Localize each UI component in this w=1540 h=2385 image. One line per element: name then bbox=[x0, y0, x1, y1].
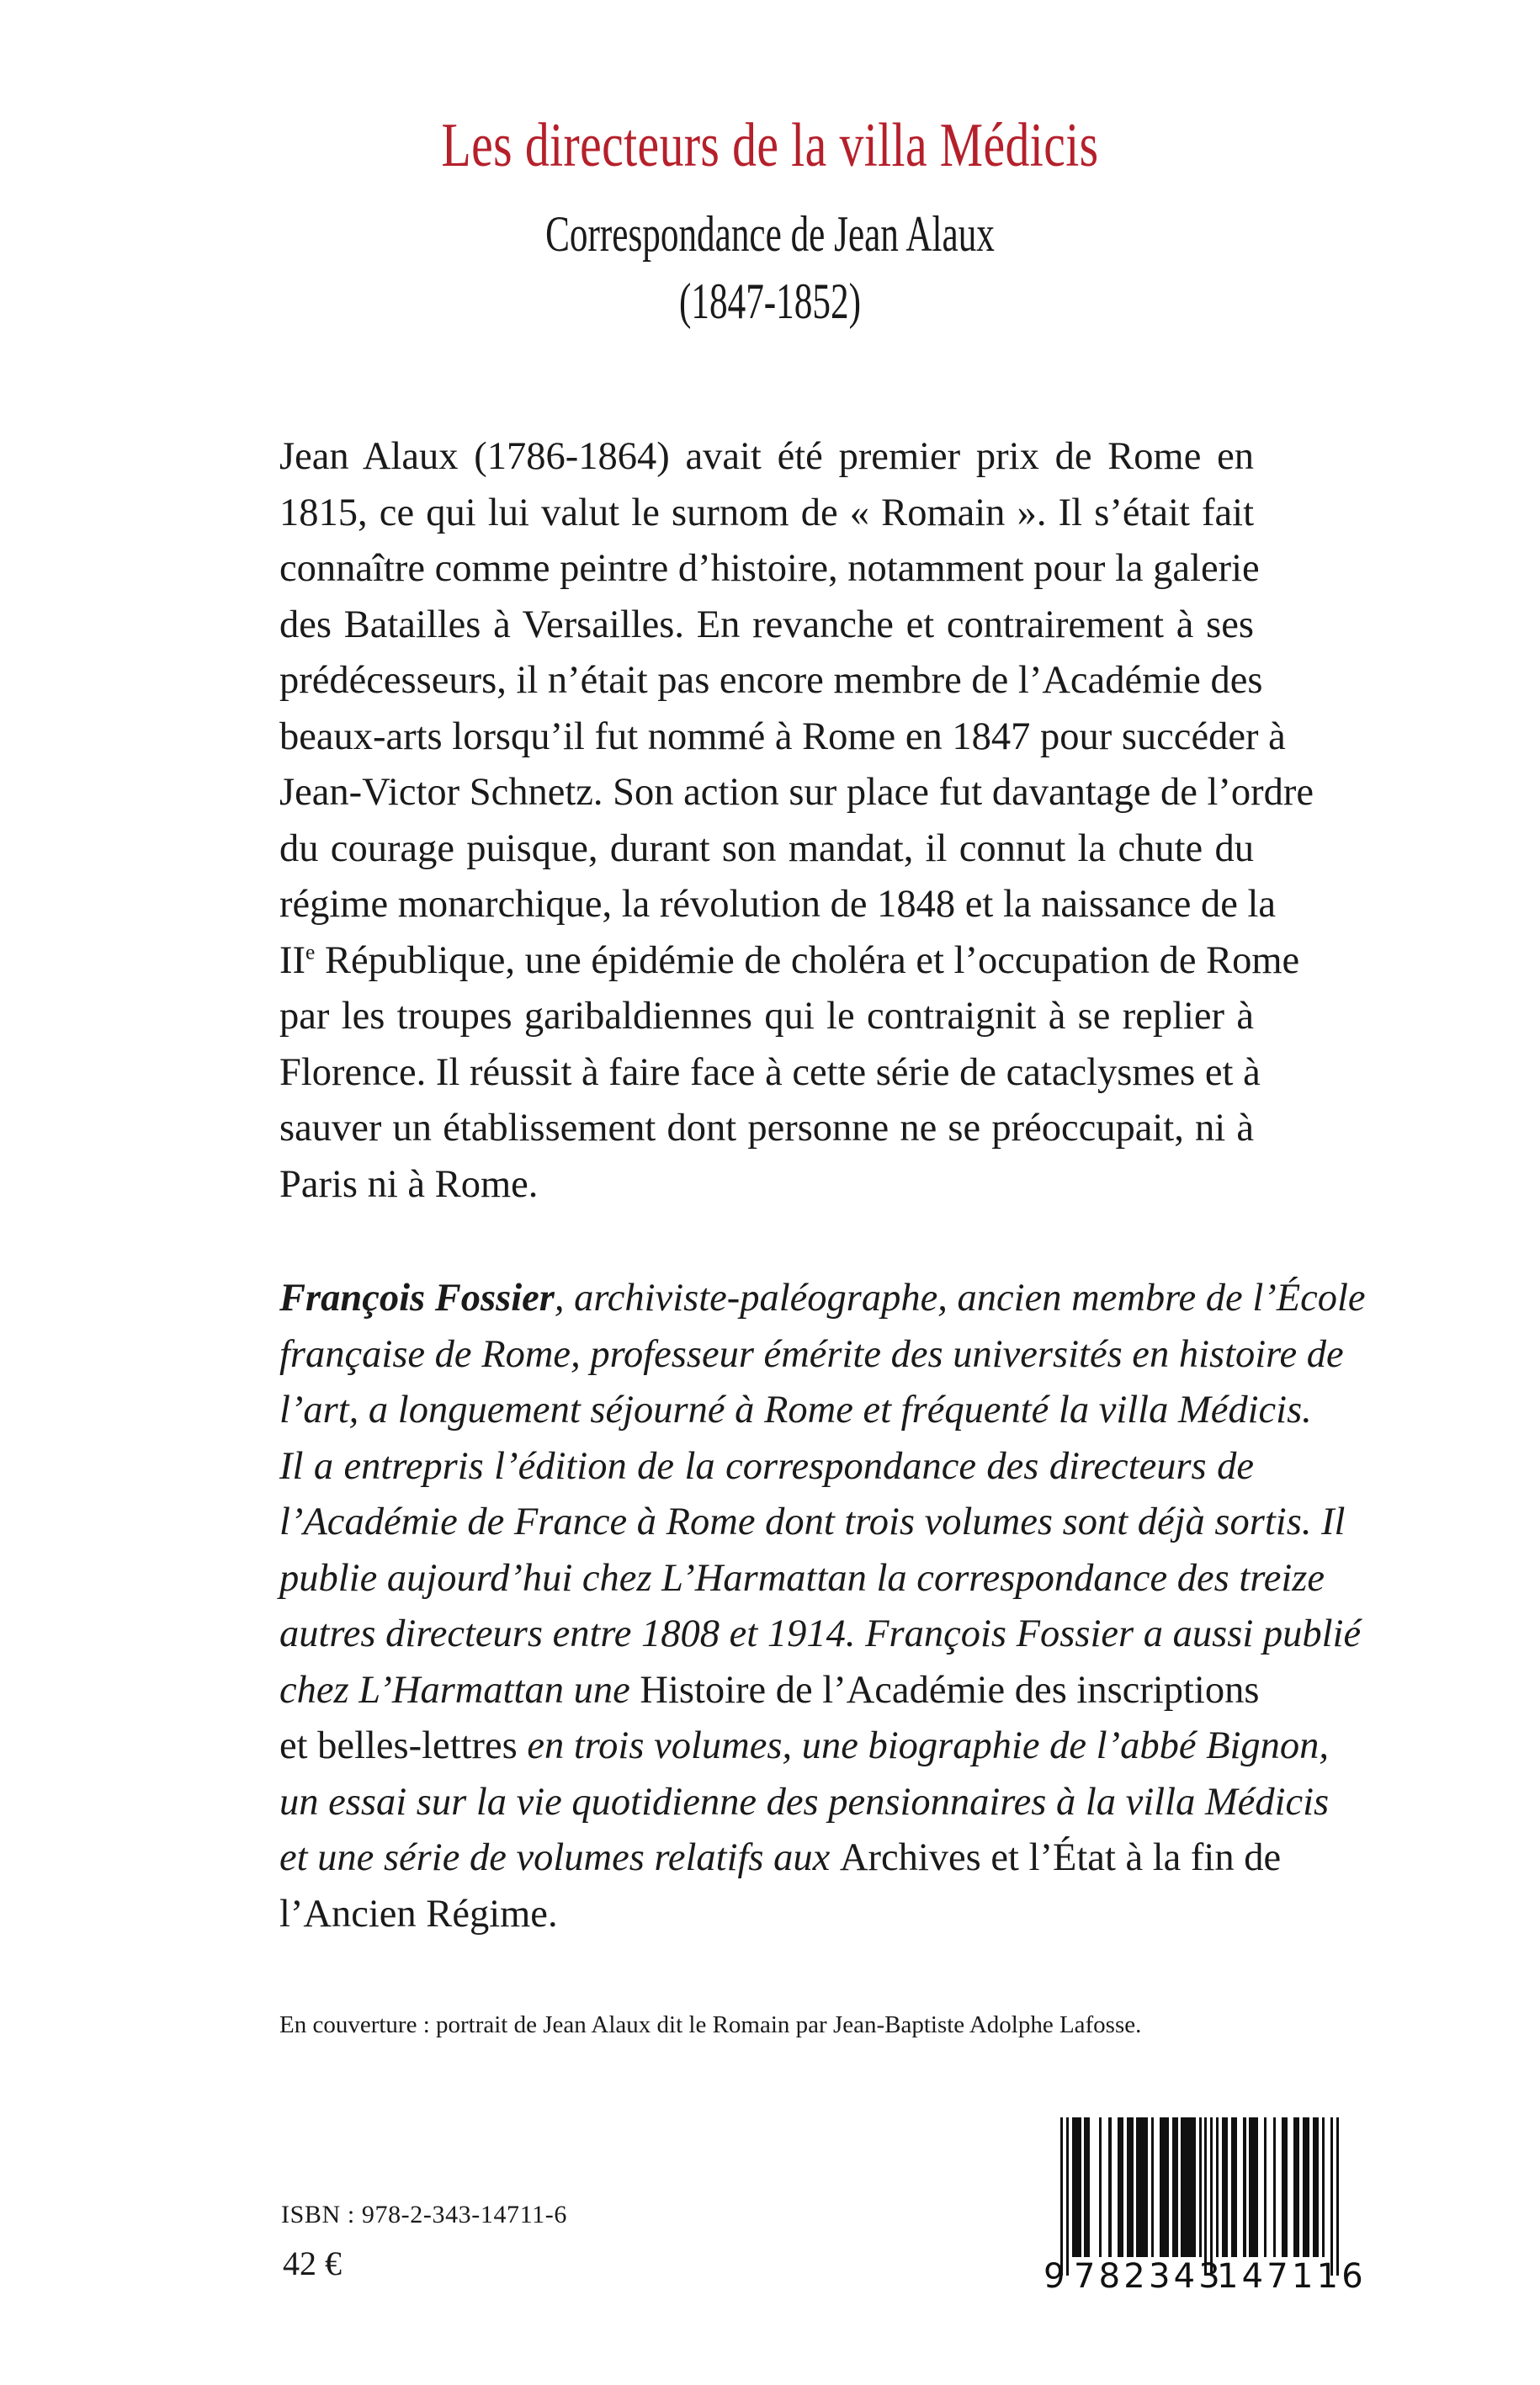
description-line: prédécesseurs, il n’était pas encore membre de l’Académie des bbox=[279, 659, 1263, 702]
bio-line: l’art, a longuement séjourné à Rome et fréquenté la villa Médicis. bbox=[279, 1389, 1312, 1432]
description-line: Florence. Il réussit à faire face à cette série de cataclysmes et à bbox=[279, 1050, 1261, 1094]
isbn-barcode bbox=[1043, 2112, 1367, 2297]
book-title-reference: Histoire de l’Académie des inscriptions bbox=[640, 1668, 1260, 1712]
cover-caption: En couverture : portrait de Jean Alaux dit le Romain par Jean-Baptiste Adolphe Lafosse. bbox=[279, 2011, 1142, 2038]
bio-line: et une série de volumes relatifs aux Archives et l’État à la fin de bbox=[279, 1836, 1282, 1879]
price-label: 42 € bbox=[283, 2244, 342, 2282]
barcode-first-digit: 9 bbox=[1043, 2257, 1069, 2296]
bio-line: Il a entrepris l’édition de la correspondance des directeurs de bbox=[279, 1444, 1254, 1488]
description-line: sauver un établissement dont personne ne se préoccupait, ni à bbox=[279, 1107, 1254, 1150]
description-line: des Batailles à Versailles. En revanche et contrairement à ses bbox=[279, 603, 1254, 646]
book-subtitle: Correspondance de Jean Alaux bbox=[545, 206, 995, 262]
description-line: du courage puisque, durant son mandat, il connut la chute du bbox=[279, 826, 1254, 870]
description-line: par les troupes garibaldiennes qui le contraignit à se replier à bbox=[279, 995, 1254, 1038]
bio-line: chez L’Harmattan une Histoire de l’Académie des inscriptions bbox=[279, 1668, 1260, 1712]
description-line: Jean-Victor Schnetz. Son action sur place fut davantage de l’ordre bbox=[279, 771, 1314, 814]
book-dates: (1847-1852) bbox=[679, 274, 861, 329]
description-paragraph bbox=[279, 429, 1314, 1213]
bio-line: et belles-lettres en trois volumes, une biographie de l’abbé Bignon, bbox=[279, 1724, 1330, 1767]
description-line: IIe République, une épidémie de choléra et l’occupation de Rome bbox=[279, 938, 1300, 982]
description-line: Jean Alaux (1786-1864) avait été premier prix de Rome en bbox=[279, 435, 1254, 478]
bio-line: publie aujourd’hui chez L’Harmattan la correspondance des treize bbox=[279, 1556, 1325, 1600]
bio-line: l’Académie de France à Rome dont trois volumes sont déjà sortis. Il bbox=[279, 1501, 1346, 1543]
book-title: Les directeurs de la villa Médicis bbox=[441, 111, 1099, 180]
book-title-reference: et belles-lettres bbox=[279, 1724, 528, 1767]
barcode-left-digits: 782343 bbox=[1074, 2257, 1224, 2296]
ordinal-superscript: e bbox=[305, 939, 316, 964]
description-line: 1815, ce qui lui valut le surnom de « Romain ». Il s’était fait bbox=[279, 491, 1254, 534]
barcode-right-digits: 147116 bbox=[1217, 2257, 1367, 2296]
description-line: Paris ni à Rome. bbox=[279, 1162, 539, 1206]
book-title-reference: Archives et l’État à la fin de bbox=[839, 1836, 1282, 1879]
barcode-digits bbox=[1043, 2255, 1367, 2297]
bio-line: française de Rome, professeur émérite des universités en histoire de bbox=[279, 1332, 1344, 1376]
author-name: François Fossier bbox=[279, 1277, 555, 1320]
bio-line: un essai sur la vie quotidienne des pensionnaires à la villa Médicis bbox=[279, 1780, 1330, 1824]
description-line: connaître comme peintre d’histoire, notamment pour la galerie bbox=[279, 547, 1260, 590]
bio-line: l’Ancien Régime. bbox=[279, 1892, 558, 1936]
isbn-label: ISBN : 978-2-343-14711-6 bbox=[281, 2201, 567, 2228]
author-bio-paragraph bbox=[279, 1271, 1366, 1942]
bio-line: François Fossier, archiviste-paléographe, ancien membre de l’École bbox=[279, 1277, 1366, 1320]
description-line: régime monarchique, la révolution de 1848 et la naissance de la bbox=[279, 883, 1277, 926]
bio-line: autres directeurs entre 1808 et 1914. François Fossier a aussi publié bbox=[279, 1612, 1362, 1655]
description-line: beaux-arts lorsqu’il fut nommé à Rome en 1847 pour succéder à bbox=[279, 714, 1286, 758]
